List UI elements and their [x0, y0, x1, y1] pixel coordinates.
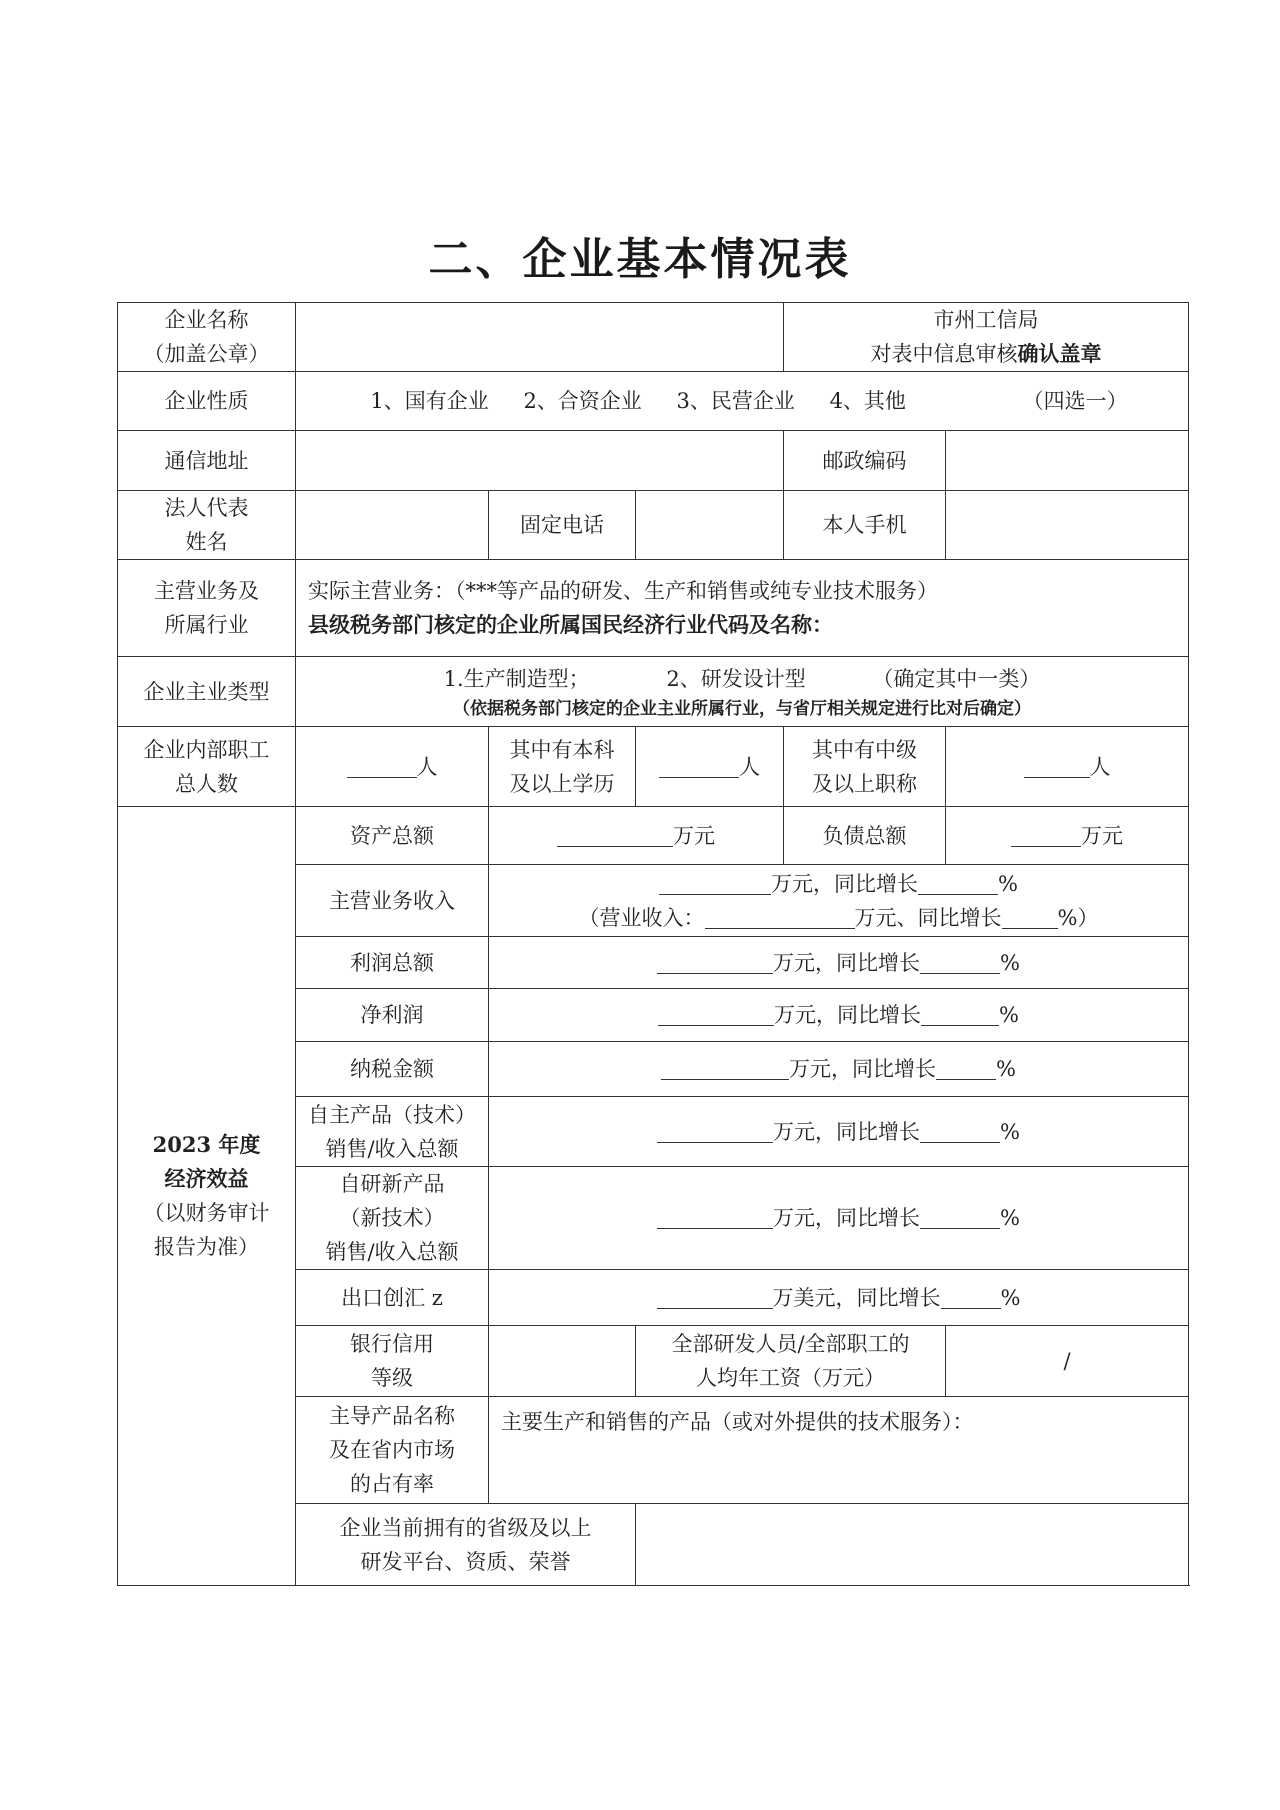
wage-label: 全部研发人员/全部职工的 人均年工资（万元）: [636, 1326, 946, 1397]
credit-field[interactable]: [489, 1326, 636, 1397]
row-nature: [118, 372, 1189, 431]
net-profit-label: 净利润: [296, 989, 489, 1042]
nature-option-1[interactable]: 1、国有企业: [370, 389, 489, 413]
main-type-opt1[interactable]: 1.生产制造型；: [443, 666, 590, 691]
business-line1: 实际主营业务：（***等产品的研发、生产和销售或纯专业技术服务）: [308, 579, 938, 603]
main-type-note: （依据税务部门核定的企业主业所属行业，与省厅相关规定进行比对后确定）: [453, 698, 1031, 719]
profit-field[interactable]: 万元，同比增长 %: [489, 937, 1189, 989]
row-business: [118, 560, 1189, 657]
row-staff: [118, 727, 1189, 807]
business-label: 主营业务及 所属行业: [118, 560, 296, 657]
own-products-field[interactable]: 万元，同比增长 %: [489, 1097, 1189, 1167]
nature-options[interactable]: [296, 372, 1189, 431]
title-field[interactable]: 人: [946, 727, 1189, 807]
row-assets: [118, 807, 1189, 865]
mobile-field[interactable]: [946, 491, 1189, 560]
net-profit-field[interactable]: 万元，同比增长 %: [489, 989, 1189, 1042]
legal-label: 法人代表 姓名: [118, 491, 296, 560]
bureau-stamp-box: 市州工信局 对表中信息审核确认盖章: [784, 303, 1189, 372]
title-label: 其中有中级 及以上职称: [784, 727, 946, 807]
export-label: 出口创汇 z: [296, 1270, 489, 1326]
row-company-name: [118, 303, 1189, 372]
econ-side-label: 2023 年度 经济效益 （以财务审计 报告为准）: [118, 807, 296, 1586]
phone-label: 固定电话: [489, 491, 636, 560]
product-field[interactable]: 主要生产和销售的产品（或对外提供的技术服务）：: [489, 1397, 1189, 1504]
debt-field[interactable]: 万元: [946, 807, 1189, 865]
company-name-field[interactable]: [296, 303, 784, 372]
address-label: 通信地址: [118, 431, 296, 491]
postcode-field[interactable]: [946, 431, 1189, 491]
credit-label: 银行信用 等级: [296, 1326, 489, 1397]
nature-option-2[interactable]: 2、合资企业: [523, 389, 642, 413]
platform-field[interactable]: [636, 1504, 1189, 1586]
main-type-field[interactable]: [296, 657, 1189, 727]
page-title: 二、企业基本情况表: [428, 234, 852, 285]
row-legal: [118, 491, 1189, 560]
main-type-hint: （确定其中一类）: [872, 666, 1041, 691]
nature-option-4[interactable]: 4、其他: [829, 389, 906, 413]
revenue-field[interactable]: 万元，同比增长 % （营业收入： 万元、同比增长 %）: [489, 865, 1189, 937]
legal-name-field[interactable]: [296, 491, 489, 560]
company-name-label: 企业名称 （加盖公章）: [118, 303, 296, 372]
bachelor-field[interactable]: 人: [636, 727, 784, 807]
postcode-label: 邮政编码: [784, 431, 946, 491]
bachelor-label: 其中有本科 及以上学历: [489, 727, 636, 807]
new-products-label: 自研新产品 （新技术） 销售/收入总额: [296, 1167, 489, 1270]
main-type-opt2[interactable]: 2、研发设计型: [666, 666, 806, 691]
row-address: [118, 431, 1189, 491]
export-field[interactable]: 万美元，同比增长 %: [489, 1270, 1189, 1326]
own-products-label: 自主产品（技术） 销售/收入总额: [296, 1097, 489, 1167]
revenue-label: 主营业务收入: [296, 865, 489, 937]
mobile-label: 本人手机: [784, 491, 946, 560]
wage-field[interactable]: /: [946, 1326, 1189, 1397]
business-line2: 县级税务部门核定的企业所属国民经济行业代码及名称：: [308, 612, 833, 637]
product-label: 主导产品名称 及在省内市场 的占有率: [296, 1397, 489, 1504]
main-type-label: 企业主业类型: [118, 657, 296, 727]
profit-label: 利润总额: [296, 937, 489, 989]
platform-label: 企业当前拥有的省级及以上 研发平台、资质、荣誉: [296, 1504, 636, 1586]
staff-total-field[interactable]: 人: [296, 727, 489, 807]
nature-label: 企业性质: [118, 372, 296, 431]
nature-option-3[interactable]: 3、民营企业: [676, 389, 795, 413]
new-products-field[interactable]: 万元，同比增长 %: [489, 1167, 1189, 1270]
debt-label: 负债总额: [784, 807, 946, 865]
staff-label: 企业内部职工 总人数: [118, 727, 296, 807]
nature-hint: （四选一）: [1022, 389, 1128, 413]
company-info-table: [117, 302, 1189, 1586]
assets-field[interactable]: 万元: [489, 807, 784, 865]
tax-field[interactable]: 万元，同比增长 %: [489, 1042, 1189, 1097]
address-field[interactable]: [296, 431, 784, 491]
row-main-type: [118, 657, 1189, 727]
business-field[interactable]: [296, 560, 1189, 657]
assets-label: 资产总额: [296, 807, 489, 865]
tax-label: 纳税金额: [296, 1042, 489, 1097]
phone-field[interactable]: [636, 491, 784, 560]
